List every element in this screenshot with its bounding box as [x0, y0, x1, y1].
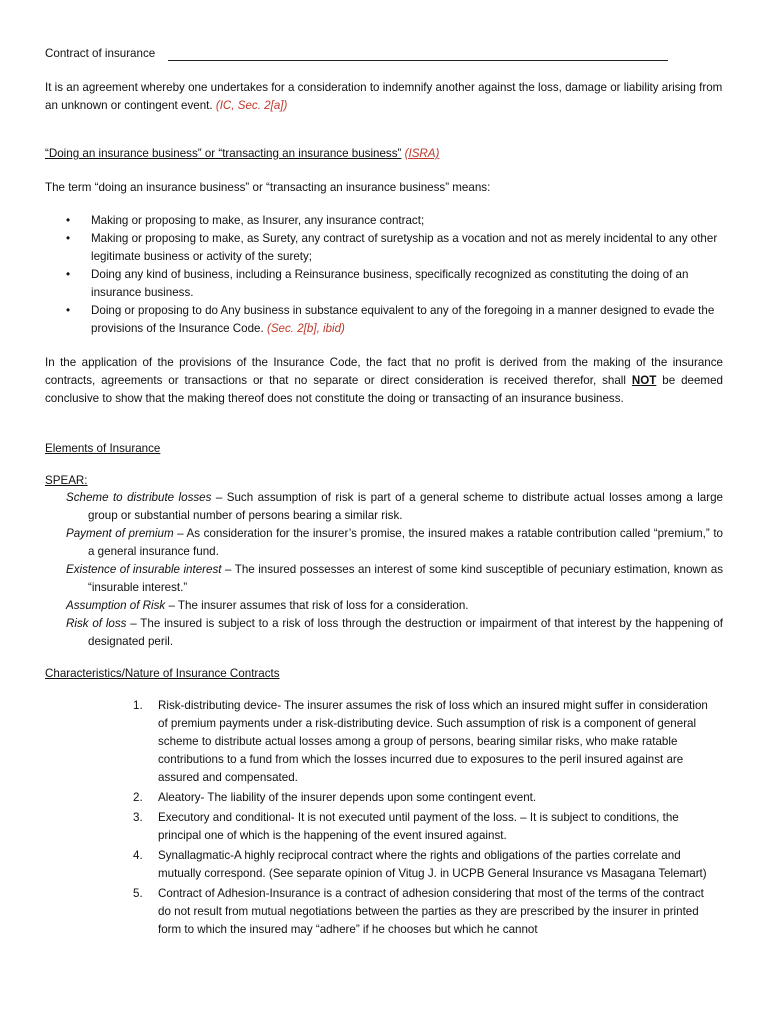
spear-initial: E — [66, 563, 74, 576]
elements-heading-text: Elements of Insurance — [45, 442, 161, 455]
bullet-text: Making or proposing to make, as Surety, any contract of suretyship as a vocation and not as merely incidental to any other legitimate business or activity of the surety; — [91, 232, 718, 263]
contract-heading-text: Contract of insurance — [45, 47, 156, 60]
item-text: Synallagmatic-A highly reciprocal contract where the rights and obligations of the parties correlate and mutually correspond. (See separate opinion of Vitug J. in UCPB General Insurance vs Masagana Telemart) — [158, 849, 707, 880]
bullet-icon: • — [66, 268, 71, 281]
doing-intro — [45, 179, 723, 197]
list-item — [66, 212, 723, 230]
item-number: 3. — [133, 811, 143, 824]
list-item — [133, 847, 713, 883]
list-item — [66, 597, 723, 615]
list-item — [66, 561, 723, 597]
item-number: 5. — [133, 887, 143, 900]
list-item — [66, 302, 723, 338]
doing-heading-citation: (ISRA) — [404, 147, 440, 160]
spear-label-text: SPEAR: — [45, 474, 88, 487]
list-item — [66, 615, 723, 651]
bullet-text: Doing any kind of business, including a Reinsurance business, specifically recognized as constituting the doing of an insurance business. — [91, 268, 689, 299]
doing-intro-text: The term “doing an insurance business” or “transacting an insurance business” means: — [45, 181, 491, 194]
characteristics-heading-text: Characteristics/Nature of Insurance Contracts — [45, 667, 280, 680]
item-number: 1. — [133, 699, 143, 712]
spear-term: xistence of insurable interest — [73, 563, 222, 576]
spear-list — [66, 489, 723, 651]
spear-description: – The insured possesses an interest of some kind susceptible of pecuniary estimation, known as “insurable interest.” — [88, 563, 723, 594]
bullet-text: Making or proposing to make, as Insurer, any insurance contract; — [91, 214, 425, 227]
characteristics-list — [133, 697, 713, 941]
list-item — [66, 230, 723, 266]
doing-heading — [45, 145, 723, 163]
spear-term: ayment of premium — [73, 527, 174, 540]
bullet-icon: • — [66, 304, 71, 317]
list-item — [133, 809, 713, 845]
spear-initial: A — [66, 599, 74, 612]
spear-initial: P — [66, 527, 74, 540]
list-item — [133, 789, 713, 807]
item-text: Contract of Adhesion-Insurance is a contract of adhesion considering that most of the terms of the contract do not result from mutual negotiations between the parties as they are prescribed by the insurer in printed form to which the insured may “adhere” if he chooses but which he cannot — [158, 887, 704, 936]
spear-term: cheme to distribute losses — [73, 491, 212, 504]
item-text: Executory and conditional- It is not executed until payment of the loss. – It is subject to conditions, the principal one of which is the happening of the event insured against. — [158, 811, 679, 842]
list-item — [66, 525, 723, 561]
list-item — [66, 266, 723, 302]
item-text: Risk-distributing device- The insurer assumes the risk of loss which an insured might suffer in consideration of premium payments under a risk-distributing device. Such assumption of risk is a component of general scheme to distribute actual losses among a group of persons, bearing similar risks, who make ratable contributions to a fund from which the losses incurred due to exposures to the peril insured against are assured and compensated. — [158, 699, 708, 784]
spear-description: – The insured is subject to a risk of loss through the destruction or impairment of that interest by the happening of designated peril. — [88, 617, 723, 648]
spear-initial: S — [66, 491, 74, 504]
doing-heading-text: “Doing an insurance business” or “transacting an insurance business” — [45, 147, 402, 160]
characteristics-heading — [45, 665, 723, 683]
spear-label — [45, 472, 723, 490]
elements-heading — [45, 440, 723, 458]
application-text-pre: In the application of the provisions of the Insurance Code, the fact that no profit is derived from the making of the insurance contracts, agreements or transactions or that no separate or direct consideration is received therefor, shall — [45, 356, 723, 387]
spear-description: – The insurer assumes that risk of loss for a consideration. — [165, 599, 469, 612]
heading-rule — [168, 60, 668, 61]
spear-description: – Such assumption of risk is part of a general scheme to distribute actual losses among a large group or substantial number of persons bearing a similar risk. — [88, 491, 723, 522]
list-item — [133, 885, 713, 939]
bullet-icon: • — [66, 232, 71, 245]
bullet-icon: • — [66, 214, 71, 227]
bullet-citation: (Sec. 2[b], ibid) — [266, 322, 345, 335]
contract-definition-text: It is an agreement whereby one undertakes for a consideration to indemnify another against the loss, damage or liability arising from an unknown or contingent event. — [45, 81, 723, 112]
item-text: Aleatory- The liability of the insurer depends upon some contingent event. — [158, 791, 537, 804]
bullet-text: Doing or proposing to do Any business in substance equivalent to any of the foregoing in a manner designed to evade the provisions of the Insurance Code. — [91, 304, 715, 335]
spear-term: isk of loss — [74, 617, 127, 630]
application-not-emphasis: NOT — [631, 374, 657, 387]
doing-bullet-list — [66, 212, 723, 338]
item-number: 2. — [133, 791, 143, 804]
list-item — [133, 697, 713, 787]
spear-description: – As consideration for the insurer’s promise, the insured makes a ratable contribution called “premium,” to a general insurance fund. — [88, 527, 723, 558]
contract-definition — [45, 79, 723, 115]
application-paragraph — [45, 354, 723, 408]
item-number: 4. — [133, 849, 143, 862]
spear-term: ssumption of Risk — [73, 599, 166, 612]
list-item — [66, 489, 723, 525]
application-text-post: be deemed conclusive to show that the making thereof does not constitute the doing or transacting of an insurance business. — [45, 374, 723, 405]
contract-citation: (IC, Sec. 2[a]) — [215, 99, 288, 112]
spear-initial: R — [66, 617, 75, 630]
